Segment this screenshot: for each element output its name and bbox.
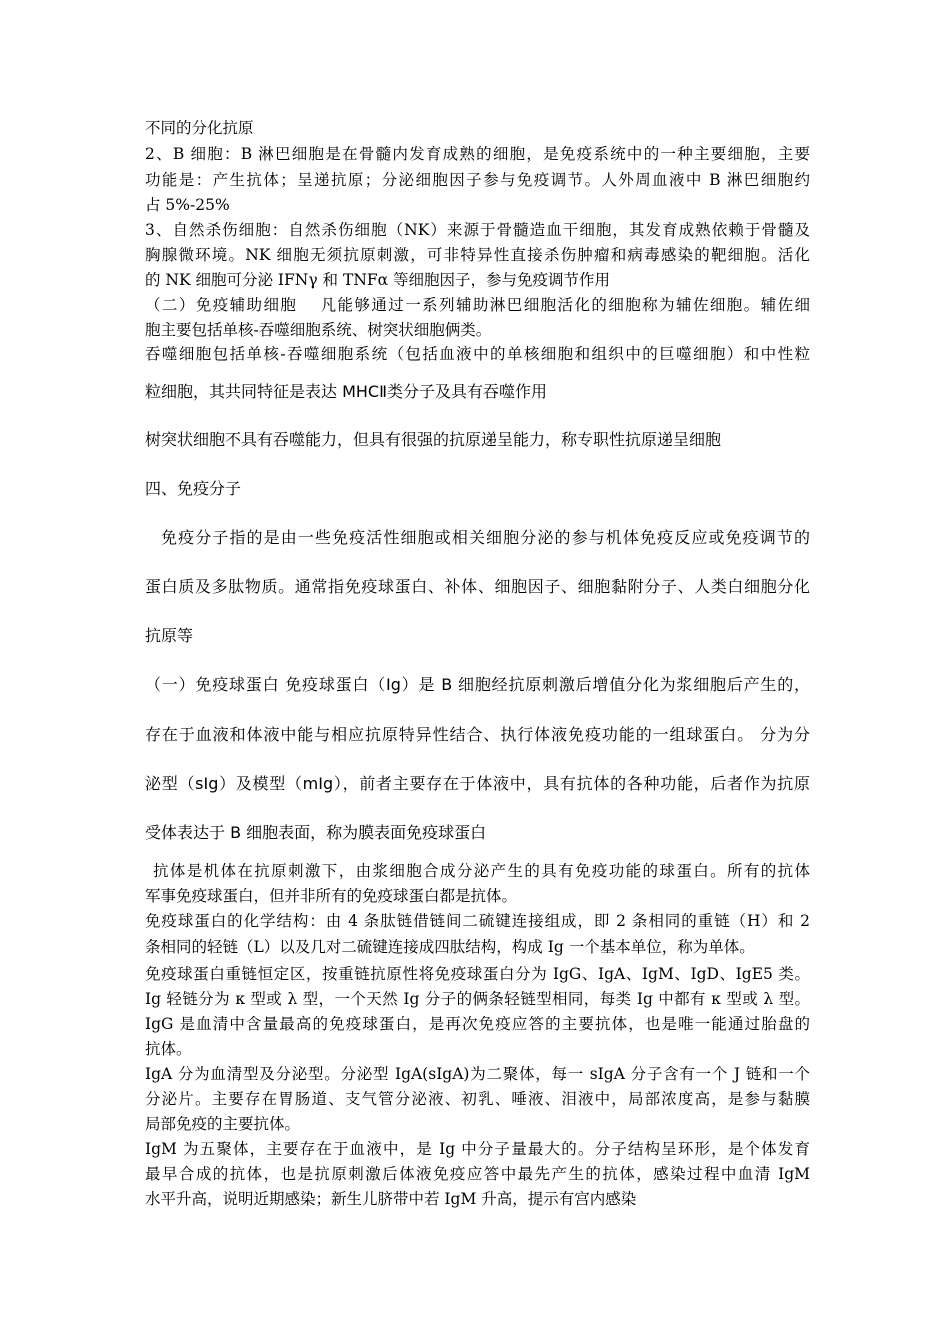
text-line: 抗体。 xyxy=(145,1040,192,1058)
text-line: 2、B 细胞：B 淋巴细胞是在骨髓内发育成熟的细胞，是免疫系统中的一种主要细胞，主要 xyxy=(145,145,810,163)
text-line: IgA 分为血清型及分泌型。分泌型 IgA(sIgA)为二聚体，每一 sIgA 分子含有一个 J 链和一个 xyxy=(145,1065,810,1083)
text-line: 军事免疫球蛋白，但并非所有的免疫球蛋白都是抗体。 xyxy=(145,887,518,905)
text-line: （二）免疫辅助细胞 凡能够通过一系列辅助淋巴细胞活化的细胞称为辅佐细胞。辅佐细 xyxy=(145,296,810,314)
text-line: 受体表达于 B 细胞表面，称为膜表面免疫球蛋白 xyxy=(145,823,487,842)
text-line: 的 NK 细胞可分泌 IFNγ 和 TNFα 等细胞因子，参与免疫调节作用 xyxy=(145,271,611,289)
text-line: （一）免疫球蛋白 免疫球蛋白（Ig）是 B 细胞经抗原刺激后增值分化为浆细胞后产生的， xyxy=(145,675,810,694)
text-line: 分泌片。主要存在胃肠道、支气管分泌液、初乳、唾液、泪液中，局部浓度高，是参与黏膜 xyxy=(145,1090,810,1108)
text-line: 免疫球蛋白的化学结构：由 4 条肽链借链间二硫键连接组成，即 2 条相同的重链（H）和 2 xyxy=(145,912,810,930)
text-line: 树突状细胞不具有吞噬能力，但具有很强的抗原递呈能力，称专职性抗原递呈细胞 xyxy=(145,430,722,449)
text-line: 存在于血液和体液中能与相应抗原特异性结合、执行体液免疫功能的一组球蛋白。 分为分 xyxy=(145,725,810,744)
section-heading: 四、免疫分子 xyxy=(145,479,242,498)
text-line: 不同的分化抗原 xyxy=(145,119,254,137)
text-line: 粒细胞，其共同特征是表达 MHCⅡ类分子及具有吞噬作用 xyxy=(145,382,547,401)
text-line: 抗体是机体在抗原刺激下，由浆细胞合成分泌产生的具有免疫功能的球蛋白。所有的抗体 xyxy=(153,862,810,880)
text-line: 水平升高，说明近期感染；新生儿脐带中若 IgM 升高，提示有宫内感染 xyxy=(145,1190,637,1208)
text-line: 免疫球蛋白重链恒定区，按重链抗原性将免疫球蛋白分为 IgG、IgA、IgM、IgD、IgE5 类。 xyxy=(145,965,810,983)
text-line: 胸腺微环境。NK 细胞无须抗原刺激，可非特异性直接杀伤肿瘤和病毒感染的靶细胞。活化 xyxy=(145,246,810,264)
text-line: 条相同的轻链（L）以及几对二硫键连接成四肽结构，构成 Ig 一个基本单位，称为单体。 xyxy=(145,938,755,956)
text-line: IgG 是血清中含量最高的免疫球蛋白，是再次免疫应答的主要抗体，也是唯一能通过胎盘的 xyxy=(145,1015,810,1033)
text-line: 泌型（sIg）及模型（mIg），前者主要存在于体液中，具有抗体的各种功能，后者作为抗原 xyxy=(145,774,810,793)
text-line: 抗原等 xyxy=(145,626,194,645)
text-line: IgM 为五聚体，主要存在于血液中，是 Ig 中分子量最大的。分子结构呈环形，是个体发育 xyxy=(145,1140,810,1158)
text-line: 占 5%-25% xyxy=(145,196,230,214)
text-line: 蛋白质及多肽物质。通常指免疫球蛋白、补体、细胞因子、细胞黏附分子、人类白细胞分化 xyxy=(145,577,810,596)
text-line: 功能是：产生抗体；呈递抗原；分泌细胞因子参与免疫调节。人外周血液中 B 淋巴细胞约 xyxy=(145,171,810,189)
text-line: 局部免疫的主要抗体。 xyxy=(145,1115,301,1133)
text-line: 吞噬细胞包括单核-吞噬细胞系统（包括血液中的单核细胞和组织中的巨噬细胞）和中性粒 xyxy=(145,345,810,363)
text-line: 3、自然杀伤细胞：自然杀伤细胞（NK）来源于骨髓造血干细胞，其发育成熟依赖于骨髓及 xyxy=(145,221,810,239)
text-line: 免疫分子指的是由一些免疫活性细胞或相关细胞分泌的参与机体免疫反应或免疫调节的 xyxy=(161,528,810,547)
text-line: Ig 轻链分为 κ 型或 λ 型，一个天然 Ig 分子的俩条轻链型相同，每类 Ig 中都有 κ 型或 λ 型。 xyxy=(145,990,810,1008)
text-line: 最早合成的抗体，也是抗原刺激后体液免疫应答中最先产生的抗体，感染过程中血清 IgM xyxy=(145,1165,810,1183)
text-line: 胞主要包括单核-吞噬细胞系统、树突状细胞俩类。 xyxy=(145,321,492,339)
